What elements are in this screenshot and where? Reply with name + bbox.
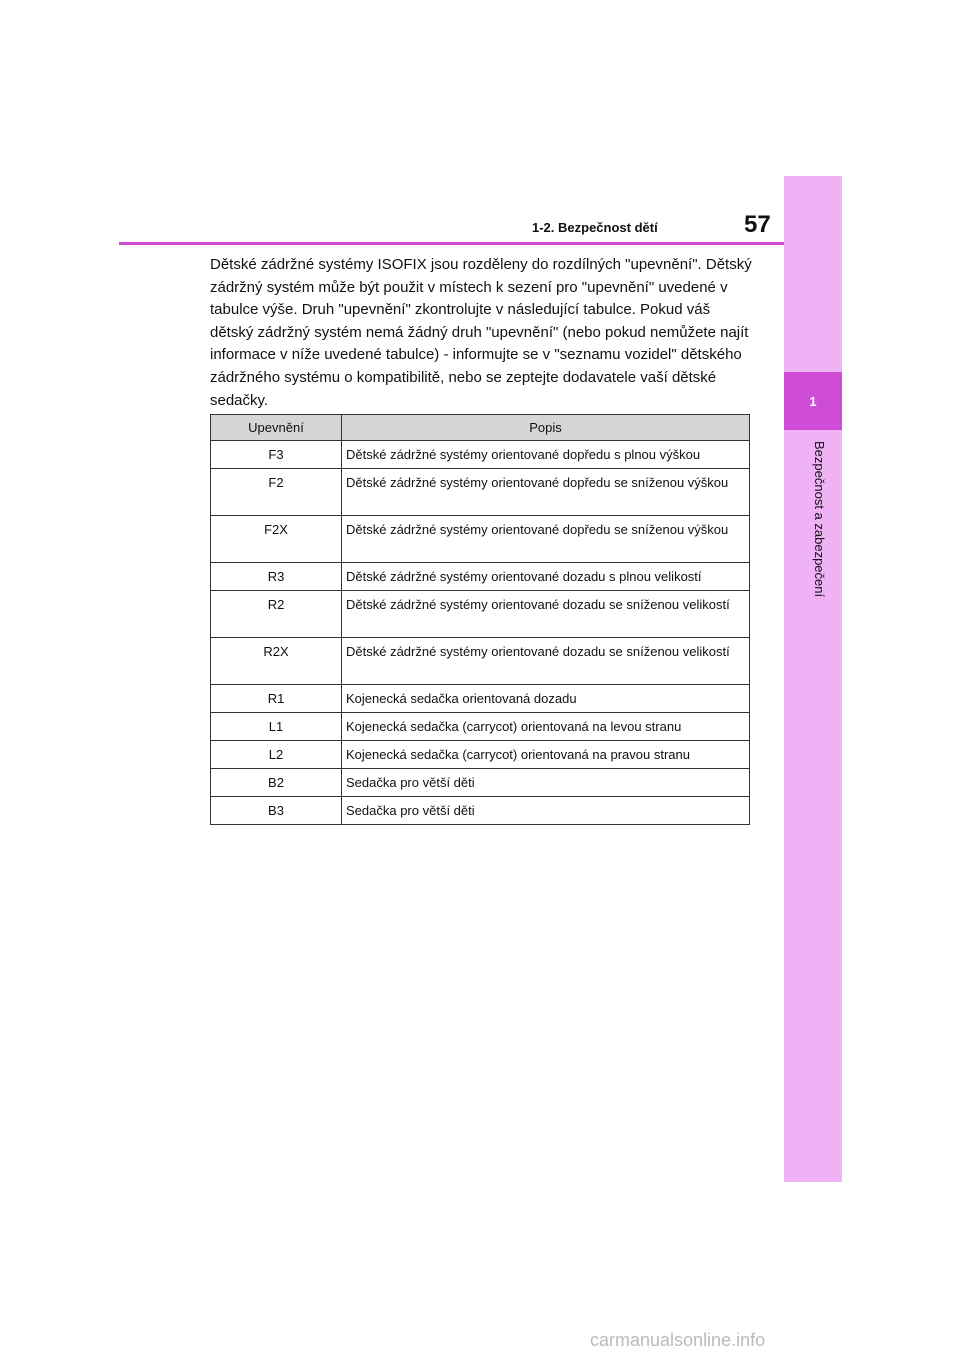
table-row bbox=[211, 563, 750, 591]
chapter-side-tab bbox=[784, 176, 842, 1182]
fixture-description: Dětské zádržné systémy orientované dozadu s plnou velikostí bbox=[342, 563, 750, 591]
fixture-code: F2X bbox=[211, 516, 342, 563]
table-row bbox=[211, 685, 750, 713]
table-row bbox=[211, 713, 750, 741]
table-row bbox=[211, 797, 750, 825]
page-number: 57 bbox=[744, 211, 771, 238]
fixture-code: R2 bbox=[211, 591, 342, 638]
fixture-code: R3 bbox=[211, 563, 342, 591]
table-row bbox=[211, 591, 750, 638]
fixture-code: R1 bbox=[211, 685, 342, 713]
section-title: 1-2. Bezpečnost dětí bbox=[532, 220, 658, 235]
chapter-number-badge: 1 bbox=[784, 372, 842, 430]
fixture-description: Sedačka pro větší děti bbox=[342, 797, 750, 825]
fixture-description: Kojenecká sedačka (carrycot) orientovaná na pravou stranu bbox=[342, 741, 750, 769]
fixture-description: Dětské zádržné systémy orientované dozadu se sníženou velikostí bbox=[342, 591, 750, 638]
header-rule bbox=[119, 242, 784, 245]
table-row bbox=[211, 469, 750, 516]
table-row bbox=[211, 516, 750, 563]
fixture-code: B3 bbox=[211, 797, 342, 825]
table-row bbox=[211, 638, 750, 685]
fixture-code: R2X bbox=[211, 638, 342, 685]
fixture-code: B2 bbox=[211, 769, 342, 797]
fixture-code: F3 bbox=[211, 441, 342, 469]
fixture-code: L2 bbox=[211, 741, 342, 769]
table-row bbox=[211, 741, 750, 769]
table-row bbox=[211, 769, 750, 797]
fixture-description: Dětské zádržné systémy orientované dopředu se sníženou výškou bbox=[342, 516, 750, 563]
fixture-description: Dětské zádržné systémy orientované dozadu se sníženou velikostí bbox=[342, 638, 750, 685]
watermark-text: carmanualsonline.info bbox=[590, 1330, 766, 1350]
table-header-row bbox=[211, 415, 750, 441]
fixture-code: L1 bbox=[211, 713, 342, 741]
fixture-code: F2 bbox=[211, 469, 342, 516]
fixture-description: Kojenecká sedačka orientovaná dozadu bbox=[342, 685, 750, 713]
column-header-fixture: Upevnění bbox=[211, 415, 342, 441]
intro-paragraph: Dětské zádržné systémy ISOFIX jsou rozděleny do rozdílných "upevnění". Dětský zádržný systém může být použit v místech k sezení pro "upevnění" uvedené v tabulce výše. Druh "upevnění" zkontrolujte v následující tabulce. Pokud váš dětský zádržný systém nemá žádný druh "upevnění" (nebo pokud nemůžete najít informace v níže uvedené tabulce) - informujte se v "seznamu vozidel" dětského zádržného systému o kompatibilitě, nebo se zeptejte dodavatele vaší dětské sedačky. bbox=[210, 256, 752, 409]
isofix-fixture-table bbox=[210, 414, 750, 825]
column-header-description: Popis bbox=[342, 415, 750, 441]
table-row bbox=[211, 441, 750, 469]
chapter-title: Bezpečnost a zabezpečení bbox=[812, 441, 827, 598]
fixture-description: Dětské zádržné systémy orientované dopředu s plnou výškou bbox=[342, 441, 750, 469]
fixture-description: Kojenecká sedačka (carrycot) orientovaná na levou stranu bbox=[342, 713, 750, 741]
fixture-description: Dětské zádržné systémy orientované dopředu se sníženou výškou bbox=[342, 469, 750, 516]
fixture-description: Sedačka pro větší děti bbox=[342, 769, 750, 797]
